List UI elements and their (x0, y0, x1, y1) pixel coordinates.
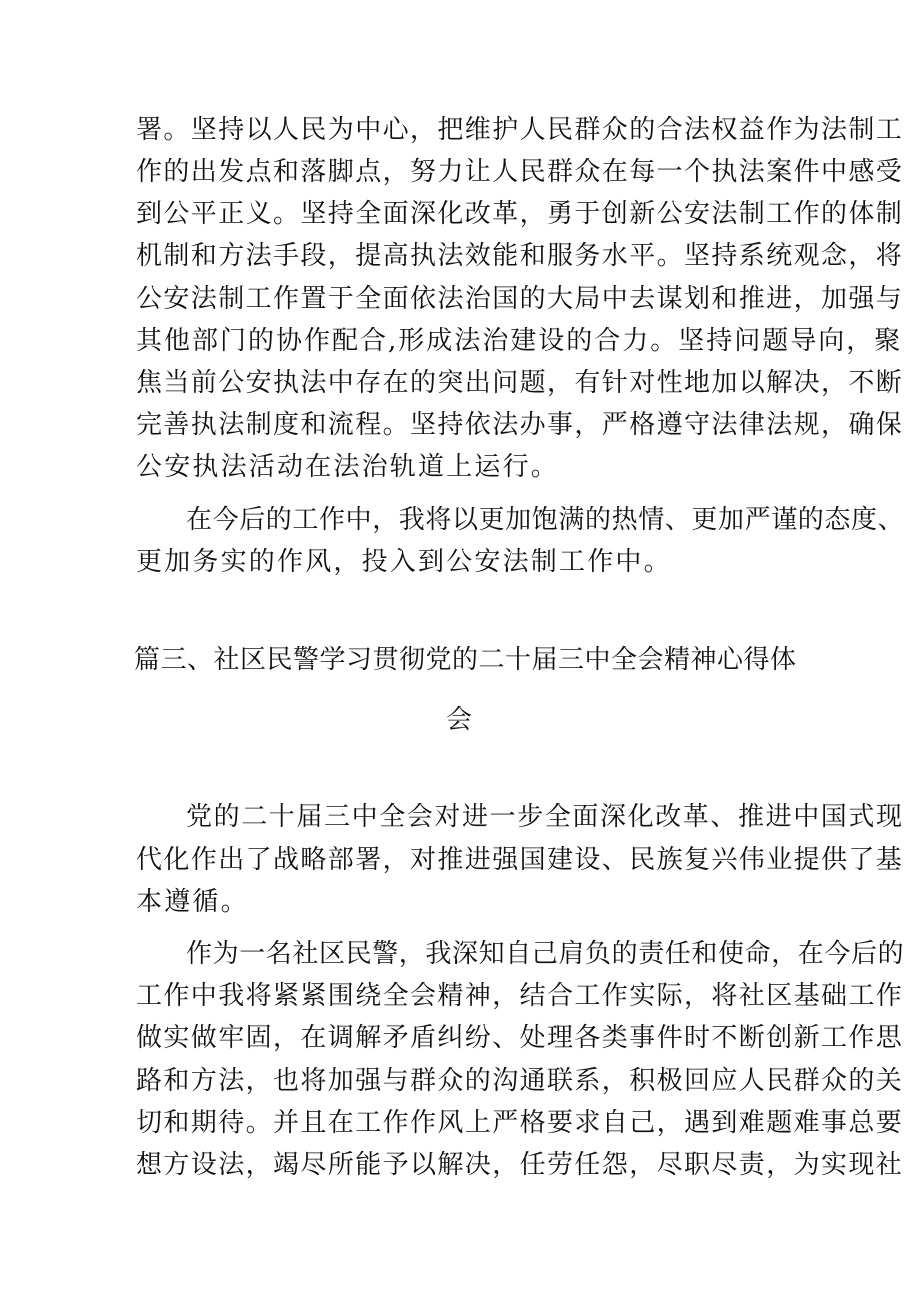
paragraph-line: 想方设法，竭尽所能予以解决，任劳任怨，尽职尽责，为实现社 (136, 1150, 904, 1180)
paragraph-line: 切和期待。并且在工作作风上严格要求自己，遇到难题难事总要 (136, 1108, 904, 1138)
paragraph-line: 焦当前公安执法中存在的突出问题，有针对性地加以解决，不断 (136, 368, 904, 398)
paragraph-line: 作为一名社区民警，我深知自己肩负的责任和使命，在今后的 (186, 939, 905, 969)
paragraph-line: 做实做牢固，在调解矛盾纠纷、处理各类事件时不断创新工作思 (136, 1023, 904, 1053)
paragraph-line: 工作中我将紧紧围绕全会精神，结合工作实际，将社区基础工作 (136, 981, 904, 1011)
paragraph-line: 其他部门的协作配合,形成法治建设的合力。坚持问题导向，聚 (136, 326, 903, 356)
section-heading: 篇三、社区民警学习贯彻党的二十届三中全会精神心得体 (134, 645, 797, 675)
paragraph-line: 完善执法制度和流程。坚持依法办事，严格遵守法律法规，确保 (136, 410, 904, 440)
paragraph-line: 公安法制工作置于全面依法治国的大局中去谋划和推进，加强与 (136, 284, 904, 314)
paragraph-line: 路和方法，也将加强与群众的沟通联系，积极回应人民群众的关 (136, 1066, 904, 1096)
paragraph-line: 本遵循。 (136, 887, 249, 917)
paragraph-line: 署。坚持以人民为中心，把维护人民群众的合法权益作为法制工 (136, 115, 904, 145)
paragraph-line: 到公平正义。坚持全面深化改革，勇于创新公安法制工作的体制 (136, 199, 904, 229)
paragraph-line: 公安执法活动在法治轨道上运行。 (136, 452, 560, 482)
paragraph-line: 代化作出了战略部署，对推进强国建设、民族复兴伟业提供了基 (136, 845, 904, 875)
section-heading-continuation: 会 (446, 705, 473, 735)
paragraph-line: 党的二十届三中全会对进一步全面深化改革、推进中国式现 (186, 802, 904, 832)
paragraph-line: 更加务实的作风，投入到公安法制工作中。 (136, 547, 672, 577)
paragraph-line: 在今后的工作中，我将以更加饱满的热情、更加严谨的态度、 (186, 505, 905, 535)
paragraph-line: 作的出发点和落脚点，努力让人民群众在每一个执法案件中感受 (136, 157, 904, 187)
paragraph-line: 机制和方法手段，提高执法效能和服务水平。坚持系统观念，将 (136, 241, 904, 271)
